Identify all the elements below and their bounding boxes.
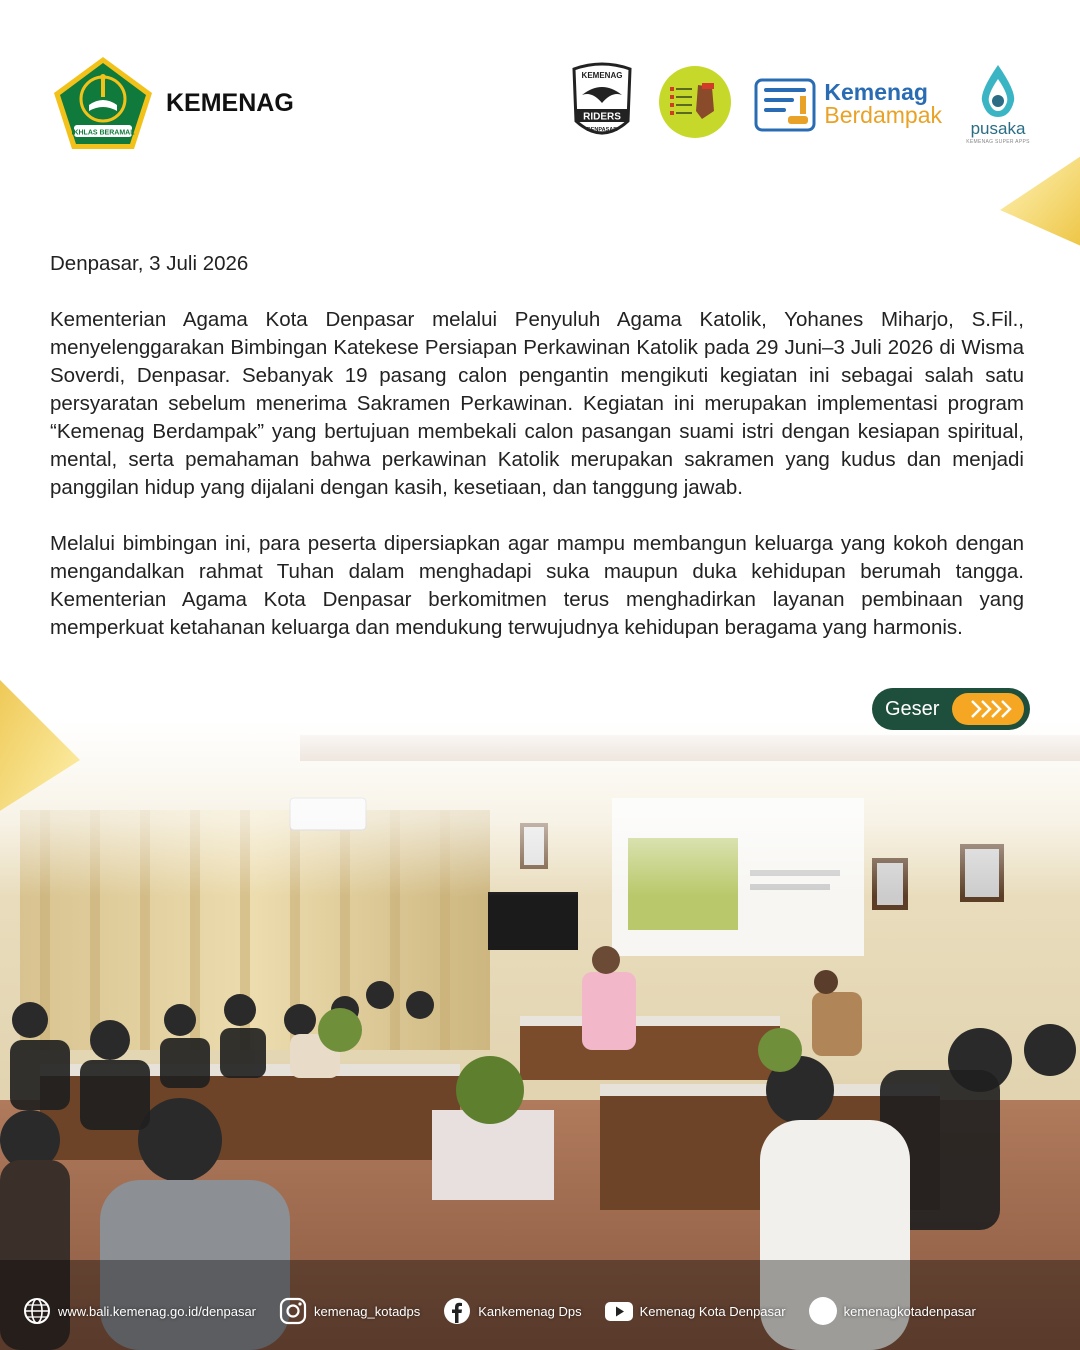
header	[0, 0, 1080, 200]
riders-mid-text: RIDERS	[583, 111, 622, 123]
kemenag-logo	[52, 55, 154, 151]
tiktok-icon	[808, 1296, 838, 1326]
gold-decoration-left	[0, 650, 90, 830]
article-paragraph-1: Kementerian Agama Kota Denpasar melalui Penyuluh Agama Katolik, Yohanes Miharjo, S.Fil., menyelenggarakan Bimbingan Katekese Persiapan Perkawinan Katolik pada 29 Juni–3 Juli 2026 di Wisma Soverdi, Denpasar. Sebanyak 19 pasang calon pengantin mengikuti kegiatan ini sebagai salah satu persyaratan sebelum menerima Sakramen Perkawinan. Kegiatan ini merupakan implementasi program “Kemenag Berdampak” yang bertujuan membekali calon pasangan suami istri dengan kesiapan spiritual, mental, serta pemahaman bahwa perkawinan Katolik merupakan sakramen yang kudus dan menjadi panggilan hidup yang dijalani dengan kasih, kesetiaan, dan tanggung jawab.	[50, 308, 1024, 499]
article-date: Denpasar, 3 Juli 2026	[50, 252, 249, 275]
berdampak-line2: Berdampak	[824, 102, 942, 128]
youtube-icon	[604, 1296, 634, 1326]
footer-facebook-link[interactable]	[442, 1296, 581, 1326]
pusaka-name: pusaka	[970, 119, 1026, 138]
chevrons-right-icon	[952, 693, 1024, 725]
event-photo	[0, 720, 1080, 1350]
logo-ribbon-text: IKHLAS BERAMAL	[71, 129, 135, 137]
footer-instagram-link[interactable]	[278, 1296, 420, 1326]
brand-name: KEMENAG	[166, 88, 294, 117]
facebook-icon	[442, 1296, 472, 1326]
instagram-icon	[278, 1296, 308, 1326]
footer-website-link[interactable]	[22, 1296, 256, 1326]
footer-youtube-text: Kemenag Kota Denpasar	[639, 1303, 786, 1319]
pusaka-subtitle: KEMENAG SUPER APPS	[966, 139, 1030, 145]
swipe-label: Geser	[885, 697, 940, 720]
globe-icon	[22, 1296, 52, 1326]
riders-bottom-text: DENPASAR	[587, 127, 618, 133]
riders-logo	[568, 61, 636, 147]
riders-top-text: KEMENAG	[581, 71, 623, 80]
berdampak-icon	[754, 74, 816, 134]
footer-social-links	[0, 1286, 1080, 1336]
partner-logos	[546, 62, 1032, 146]
footer-tiktok-link[interactable]	[808, 1296, 976, 1326]
brand	[52, 55, 294, 151]
article	[50, 250, 1024, 670]
pusaka-logo	[964, 63, 1032, 145]
footer-website-text: www.bali.kemenag.go.id/denpasar	[58, 1303, 257, 1319]
footer-tiktok-text: kemenagkotadenpasar	[843, 1303, 976, 1319]
sakinah-badge	[658, 65, 732, 143]
footer-instagram-text: kemenag_kotadps	[314, 1303, 421, 1319]
berdampak-line1: Kemenag	[824, 79, 928, 105]
article-paragraph-2: Melalui bimbingan ini, para peserta dipersiapkan agar mampu membangun keluarga yang kokoh dengan mengandalkan rahmat Tuhan dalam menghadapi suka maupun duka kehidupan berumah tangga. Kementerian Agama Kota Denpasar berkomitmen terus menghadirkan layanan pembinaan yang memperkuat ketahanan keluarga dan mendukung terwujudnya kehidupan beragama yang harmonis.	[50, 532, 1024, 639]
kemenag-berdampak-logo	[754, 74, 942, 134]
footer-youtube-link[interactable]	[604, 1296, 786, 1326]
swipe-button[interactable]	[872, 688, 1030, 730]
pusaka-drop-icon	[976, 63, 1020, 119]
footer-facebook-text: Kankemenag Dps	[478, 1303, 582, 1319]
